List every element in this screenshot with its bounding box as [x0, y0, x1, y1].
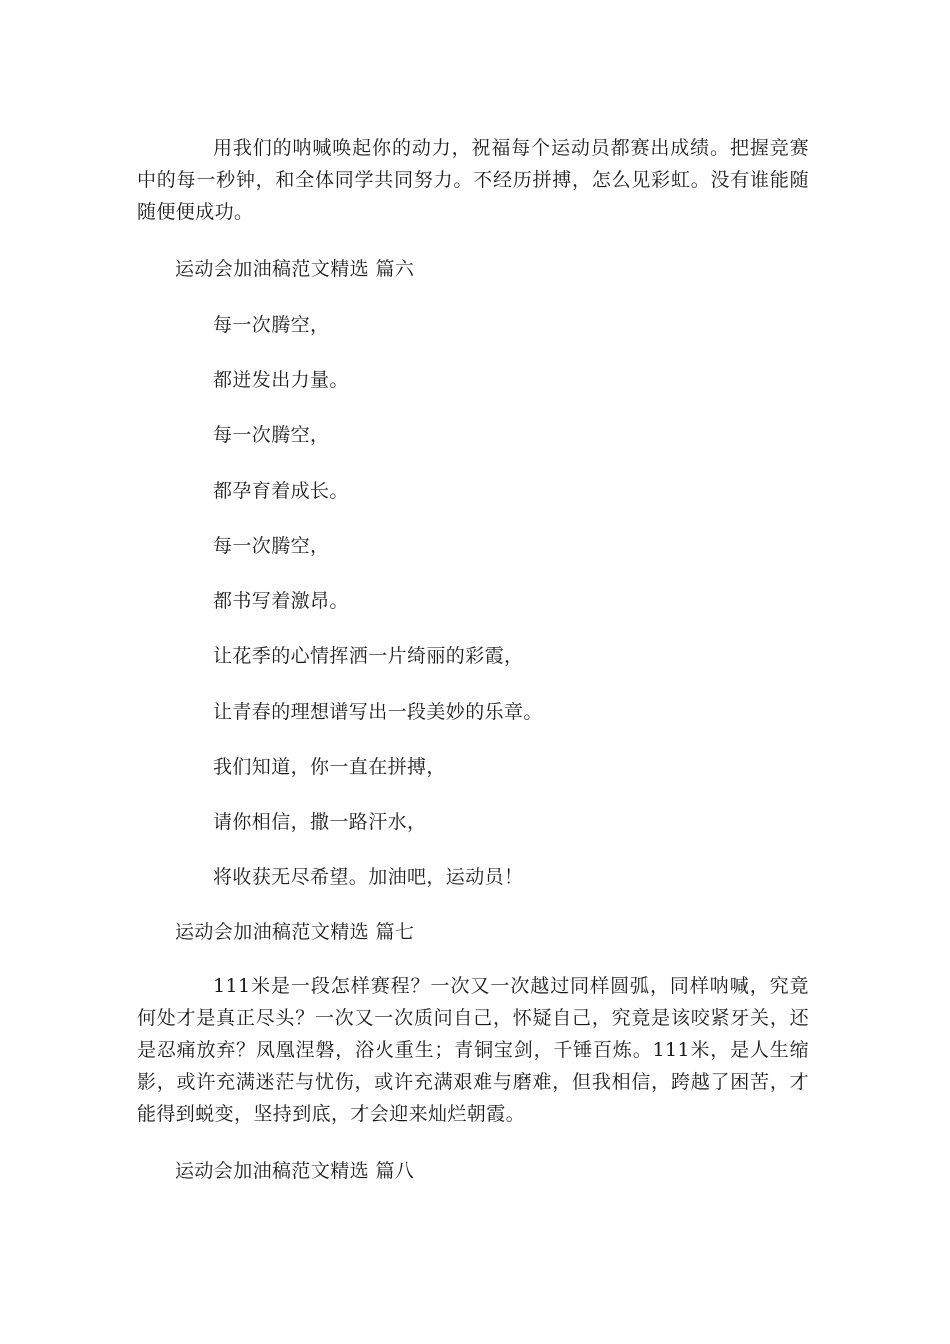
poem-line-2: 都迸发出力量。 — [213, 369, 349, 391]
poem-line-1: 每一次腾空， — [213, 314, 330, 336]
poem-line-9: 我们知道，你一直在拼搏， — [213, 756, 446, 778]
section7-paragraph: 111米是一段怎样赛程？一次又一次越过同样圆弧，同样呐喊，究竟何处才是真正尽头？一次又一次质问自己，怀疑自己，究竟是该咬紧牙关，还是忍痛放弃？凤凰涅磐，浴火重生；青铜宝剑，千锤百炼。111米，是人生缩影，或许充满迷茫与忧伤，或许充满艰难与磨难，但我相信，跨越了困苦，才能得到蜕变，坚持到底，才会迎来灿烂朝霞。 — [137, 975, 809, 1125]
section-heading-6: 运动会加油稿范文精选 篇六 — [175, 258, 415, 280]
poem-line-7: 让花季的心情挥洒一片绮丽的彩霞， — [213, 645, 524, 667]
section-heading-7: 运动会加油稿范文精选 篇七 — [175, 921, 415, 943]
poem-line-11: 将收获无尽希望。加油吧，运动员！ — [213, 866, 524, 888]
poem-line-8: 让青春的理想谱写出一段美妙的乐章。 — [213, 701, 543, 723]
poem-line-10: 请你相信，撒一路汗水， — [213, 811, 427, 833]
poem-line-4: 都孕育着成长。 — [213, 480, 349, 502]
section-heading-8: 运动会加油稿范文精选 篇八 — [175, 1160, 415, 1182]
intro-paragraph: 用我们的呐喊唤起你的动力，祝福每个运动员都赛出成绩。把握竞赛中的每一秒钟，和全体同学共同努力。不经历拼搏，怎么见彩虹。没有谁能随随便便成功。 — [137, 137, 809, 223]
poem-line-6: 都书写着激昂。 — [213, 590, 349, 612]
poem-line-5: 每一次腾空， — [213, 535, 330, 557]
poem-line-3: 每一次腾空， — [213, 424, 330, 446]
